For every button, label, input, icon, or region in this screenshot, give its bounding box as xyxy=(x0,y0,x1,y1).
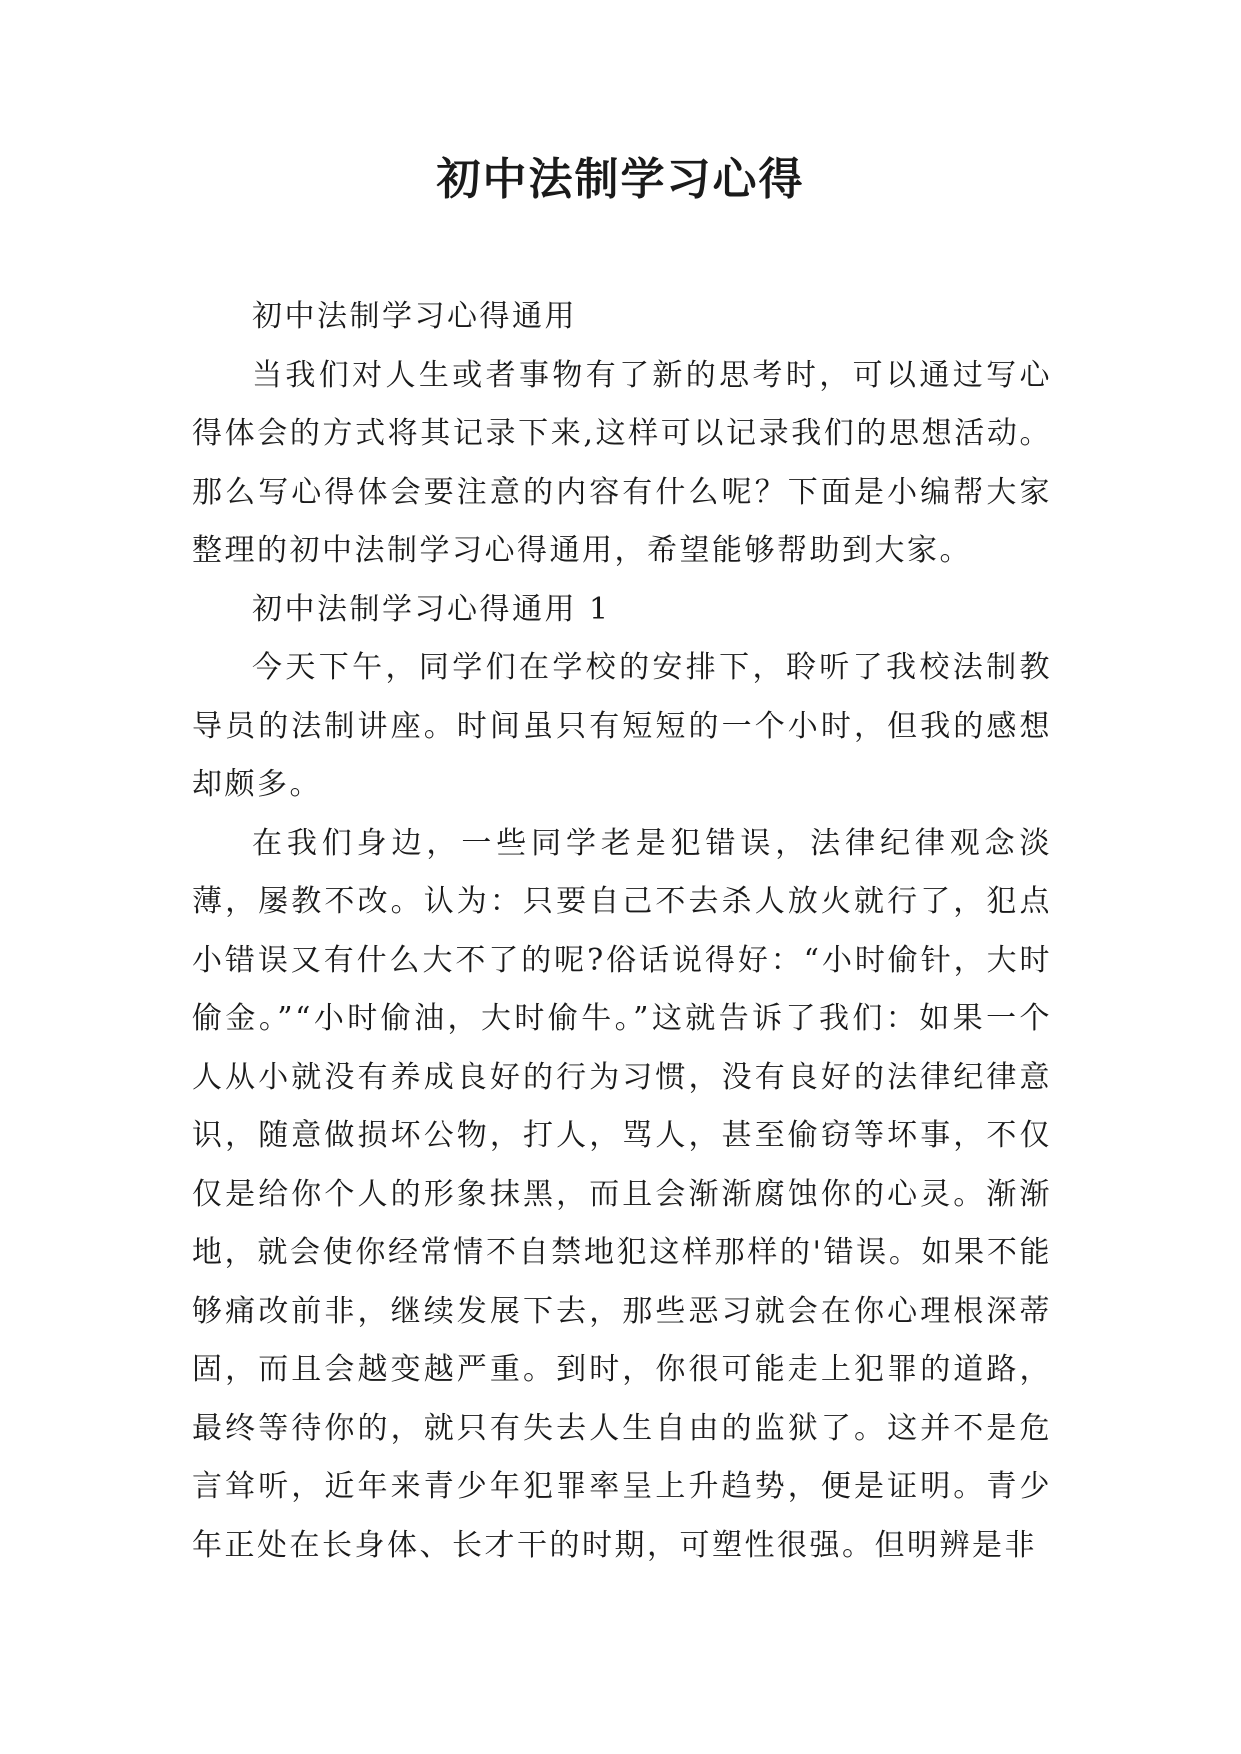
paragraph-intro: 当我们对人生或者事物有了新的思考时，可以通过写心得体会的方式将其记录下来,这样可以记录我们的思想活动。那么写心得体会要注意的内容有什么呢？下面是小编帮大家整理的初中法制学习心得通用，希望能够帮助到大家。 xyxy=(192,357,1052,568)
document-title: 初中法制学习心得 xyxy=(436,154,805,205)
paragraph-reflection: 在我们身边，一些同学老是犯错误，法律纪律观念淡薄，屡教不改。认为：只要自己不去杀人放火就行了，犯点小错误又有什么大不了的呢?俗话说得好：“小时偷针，大时偷金。”“小时偷油，大时偷牛。”这就告诉了我们：如果一个人从小就没有养成良好的行为习惯，没有良好的法律纪律意识，随意做损坏公物，打人，骂人，甚至偷窃等坏事，不仅仅是给你个人的形象抹黑，而且会渐渐腐蚀你的心灵。渐渐地，就会使你经常情不自禁地犯这样那样的'错误。如果不能够痛改前非，继续发展下去，那些恶习就会在你心理根深蒂固，而且会越变越严重。到时，你很可能走上犯罪的道路，最终等待你的，就只有失去人生自由的监狱了。这并不是危言耸听，近年来青少年犯罪率呈上升趋势，便是证明。青少年正处在长身体、长才干的时期，可塑性很强。但明辨是非 xyxy=(192,825,1052,1563)
paragraph-subtitle: 初中法制学习心得通用 xyxy=(252,299,577,334)
document-body xyxy=(192,288,1052,1575)
paragraph-section-heading: 初中法制学习心得通用 1 xyxy=(252,591,611,627)
paragraph-lecture: 今天下午，同学们在学校的安排下，聆听了我校法制教导员的法制讲座。时间虽只有短短的一个小时，但我的感想却颇多。 xyxy=(192,650,1052,802)
